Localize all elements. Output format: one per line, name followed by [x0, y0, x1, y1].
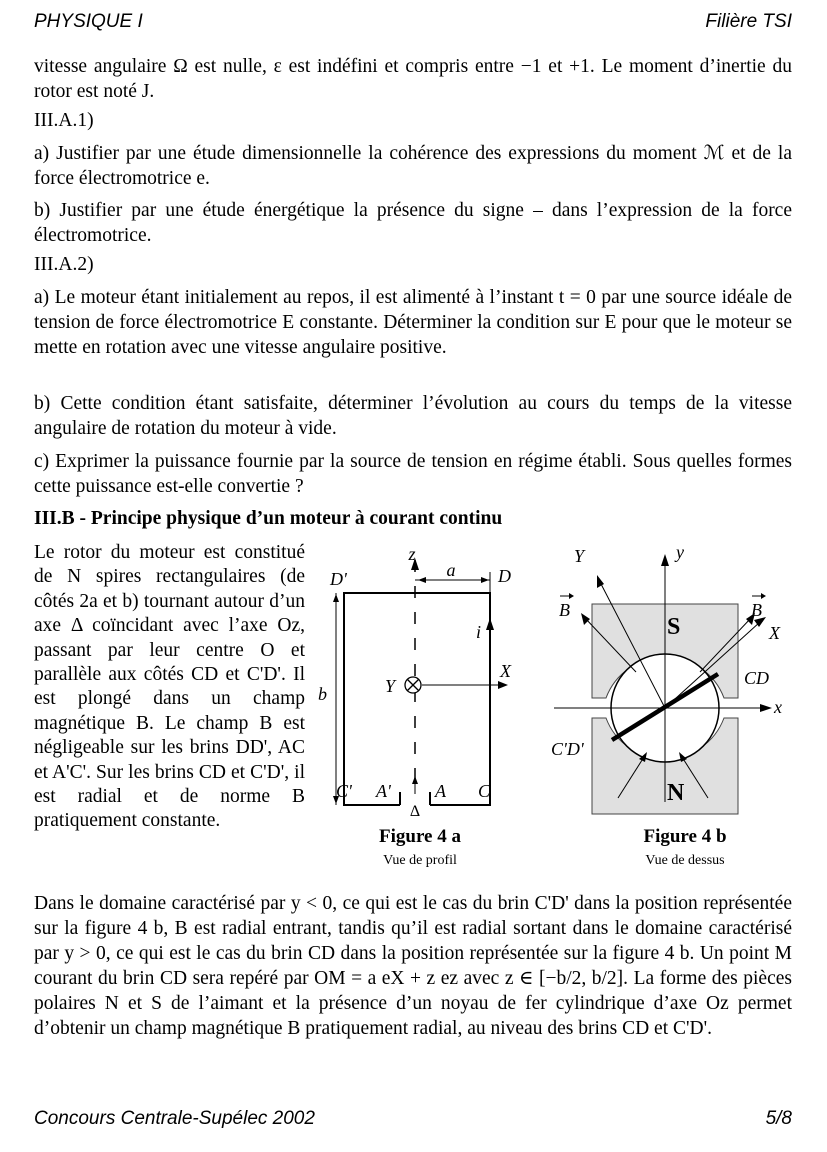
question-a2-c: c) Exprimer la puissance fournie par la source de tension en régime établi. Sous quelles formes cette puissance est-elle convertie ?	[34, 451, 792, 497]
figure-4a	[312, 540, 522, 825]
figure-4a-caption: Figure 4 a	[379, 826, 461, 847]
fig4a-label-x: X	[500, 661, 511, 681]
fig4a-label-y: Y	[385, 676, 396, 696]
fig4a-label-c-prime: C'	[336, 781, 352, 801]
fig4a-label-a: a	[446, 560, 456, 580]
fig4a-label-d-prime: D'	[330, 569, 347, 589]
figure-4b-subcaption: Vue de dessus	[645, 853, 725, 868]
fig4a-label-delta: Δ	[409, 803, 421, 820]
footer-contest: Concours Centrale-Supélec 2002	[34, 1108, 315, 1129]
fig4b-label-b-left: B	[559, 600, 570, 620]
fig4b-label-b-right: B	[751, 600, 762, 620]
header-subject: PHYSIQUE I	[34, 11, 143, 32]
fig4a-label-i: i	[476, 622, 482, 642]
header-track: Filière TSI	[705, 11, 792, 32]
fig4b-label-y: y	[676, 542, 684, 562]
figure-4b	[548, 540, 788, 825]
question-a2-a: a) Le moteur étant initialement au repos, il est alimenté à l’instant t = 0 par une source idéale de tension de force électromotrice E constante. Déterminer la condition sur E pour que le moteur se mette en rotation avec une vitesse angulaire positive.	[34, 287, 792, 358]
fig4b-label-y-tilted: Y	[574, 546, 585, 566]
question-a2-b: b) Cette condition étant satisfaite, déterminer l’évolution au cours du temps de la vitesse angulaire de rotation du moteur à vide.	[34, 393, 792, 439]
intro-paragraph: vitesse angulaire Ω est nulle, ε est indéfini et compris entre −1 et +1. Le moment d’inertie du rotor est noté J.	[34, 56, 792, 102]
figure-4a-subcaption: Vue de profil	[383, 853, 457, 868]
fig4a-label-a-prime: A'	[376, 781, 391, 801]
question-a1-a: a) Justifier par une étude dimensionnelle la cohérence des expressions du moment ℳ et de la force électromotrice e.	[34, 143, 792, 189]
fig4a-label-d: D	[498, 566, 511, 586]
question-label-a2: III.A.2)	[34, 254, 94, 275]
fig4a-label-a-letter: A	[435, 781, 446, 801]
fig4b-label-c-prime-d-prime: C'D'	[551, 739, 584, 759]
footer-page-number: 5/8	[765, 1108, 792, 1129]
question-a1-b: b) Justifier par une étude énergétique la présence du signe – dans l’expression de la force électromotrice.	[34, 200, 792, 246]
fig4b-label-x-tilted: X	[769, 623, 780, 643]
fig4b-label-s: S	[667, 614, 681, 640]
fig4a-label-b: b	[318, 684, 327, 704]
section-title: III.B - Principe physique d’un moteur à courant continu	[34, 508, 503, 529]
bottom-paragraph: Dans le domaine caractérisé par y < 0, ce qui est le cas du brin C'D' dans la position représentée sur la figure 4 b, B est radial entrant, tandis qu’il est radial sortant dans le domaine caractérisé par y > 0, ce qui est le cas du brin CD dans la position représentée sur la figure 4 b. Un point M courant du brin CD sera repéré par OM = a eX + z ez avec z ∈ [−b/2, b/2]. La forme des pièces polaires N et S de l’aimant et la présence d’un noyau de fer cylindrique d’axe Oz permet d’obtenir un champ magnétique B pratiquement radial, au niveau des brins CD et C'D'.	[34, 893, 792, 1039]
fig4b-label-x: x	[774, 697, 782, 717]
fig4b-label-n: N	[667, 780, 685, 806]
fig4b-label-cd: CD	[744, 668, 770, 688]
left-column-text: Le rotor du moteur est constitué de N spires rectangulaires (de côtés 2a et b) tournant autour d’un axe Δ coïncidant avec l’axe Oz, passant par leur centre O et parallèle aux côtés CD et C'D'. Il est plongé dans un champ magnétique B. Le champ B est négligeable sur les brins DD', AC et A'C'. Sur les brins CD et C'D', il est radial et de norme B pratiquement constante.	[34, 542, 305, 832]
question-label-a1: III.A.1)	[34, 110, 94, 131]
fig4a-label-c: C	[478, 781, 491, 801]
fig4a-label-z: z	[408, 544, 416, 564]
figure-4b-caption: Figure 4 b	[643, 826, 727, 847]
